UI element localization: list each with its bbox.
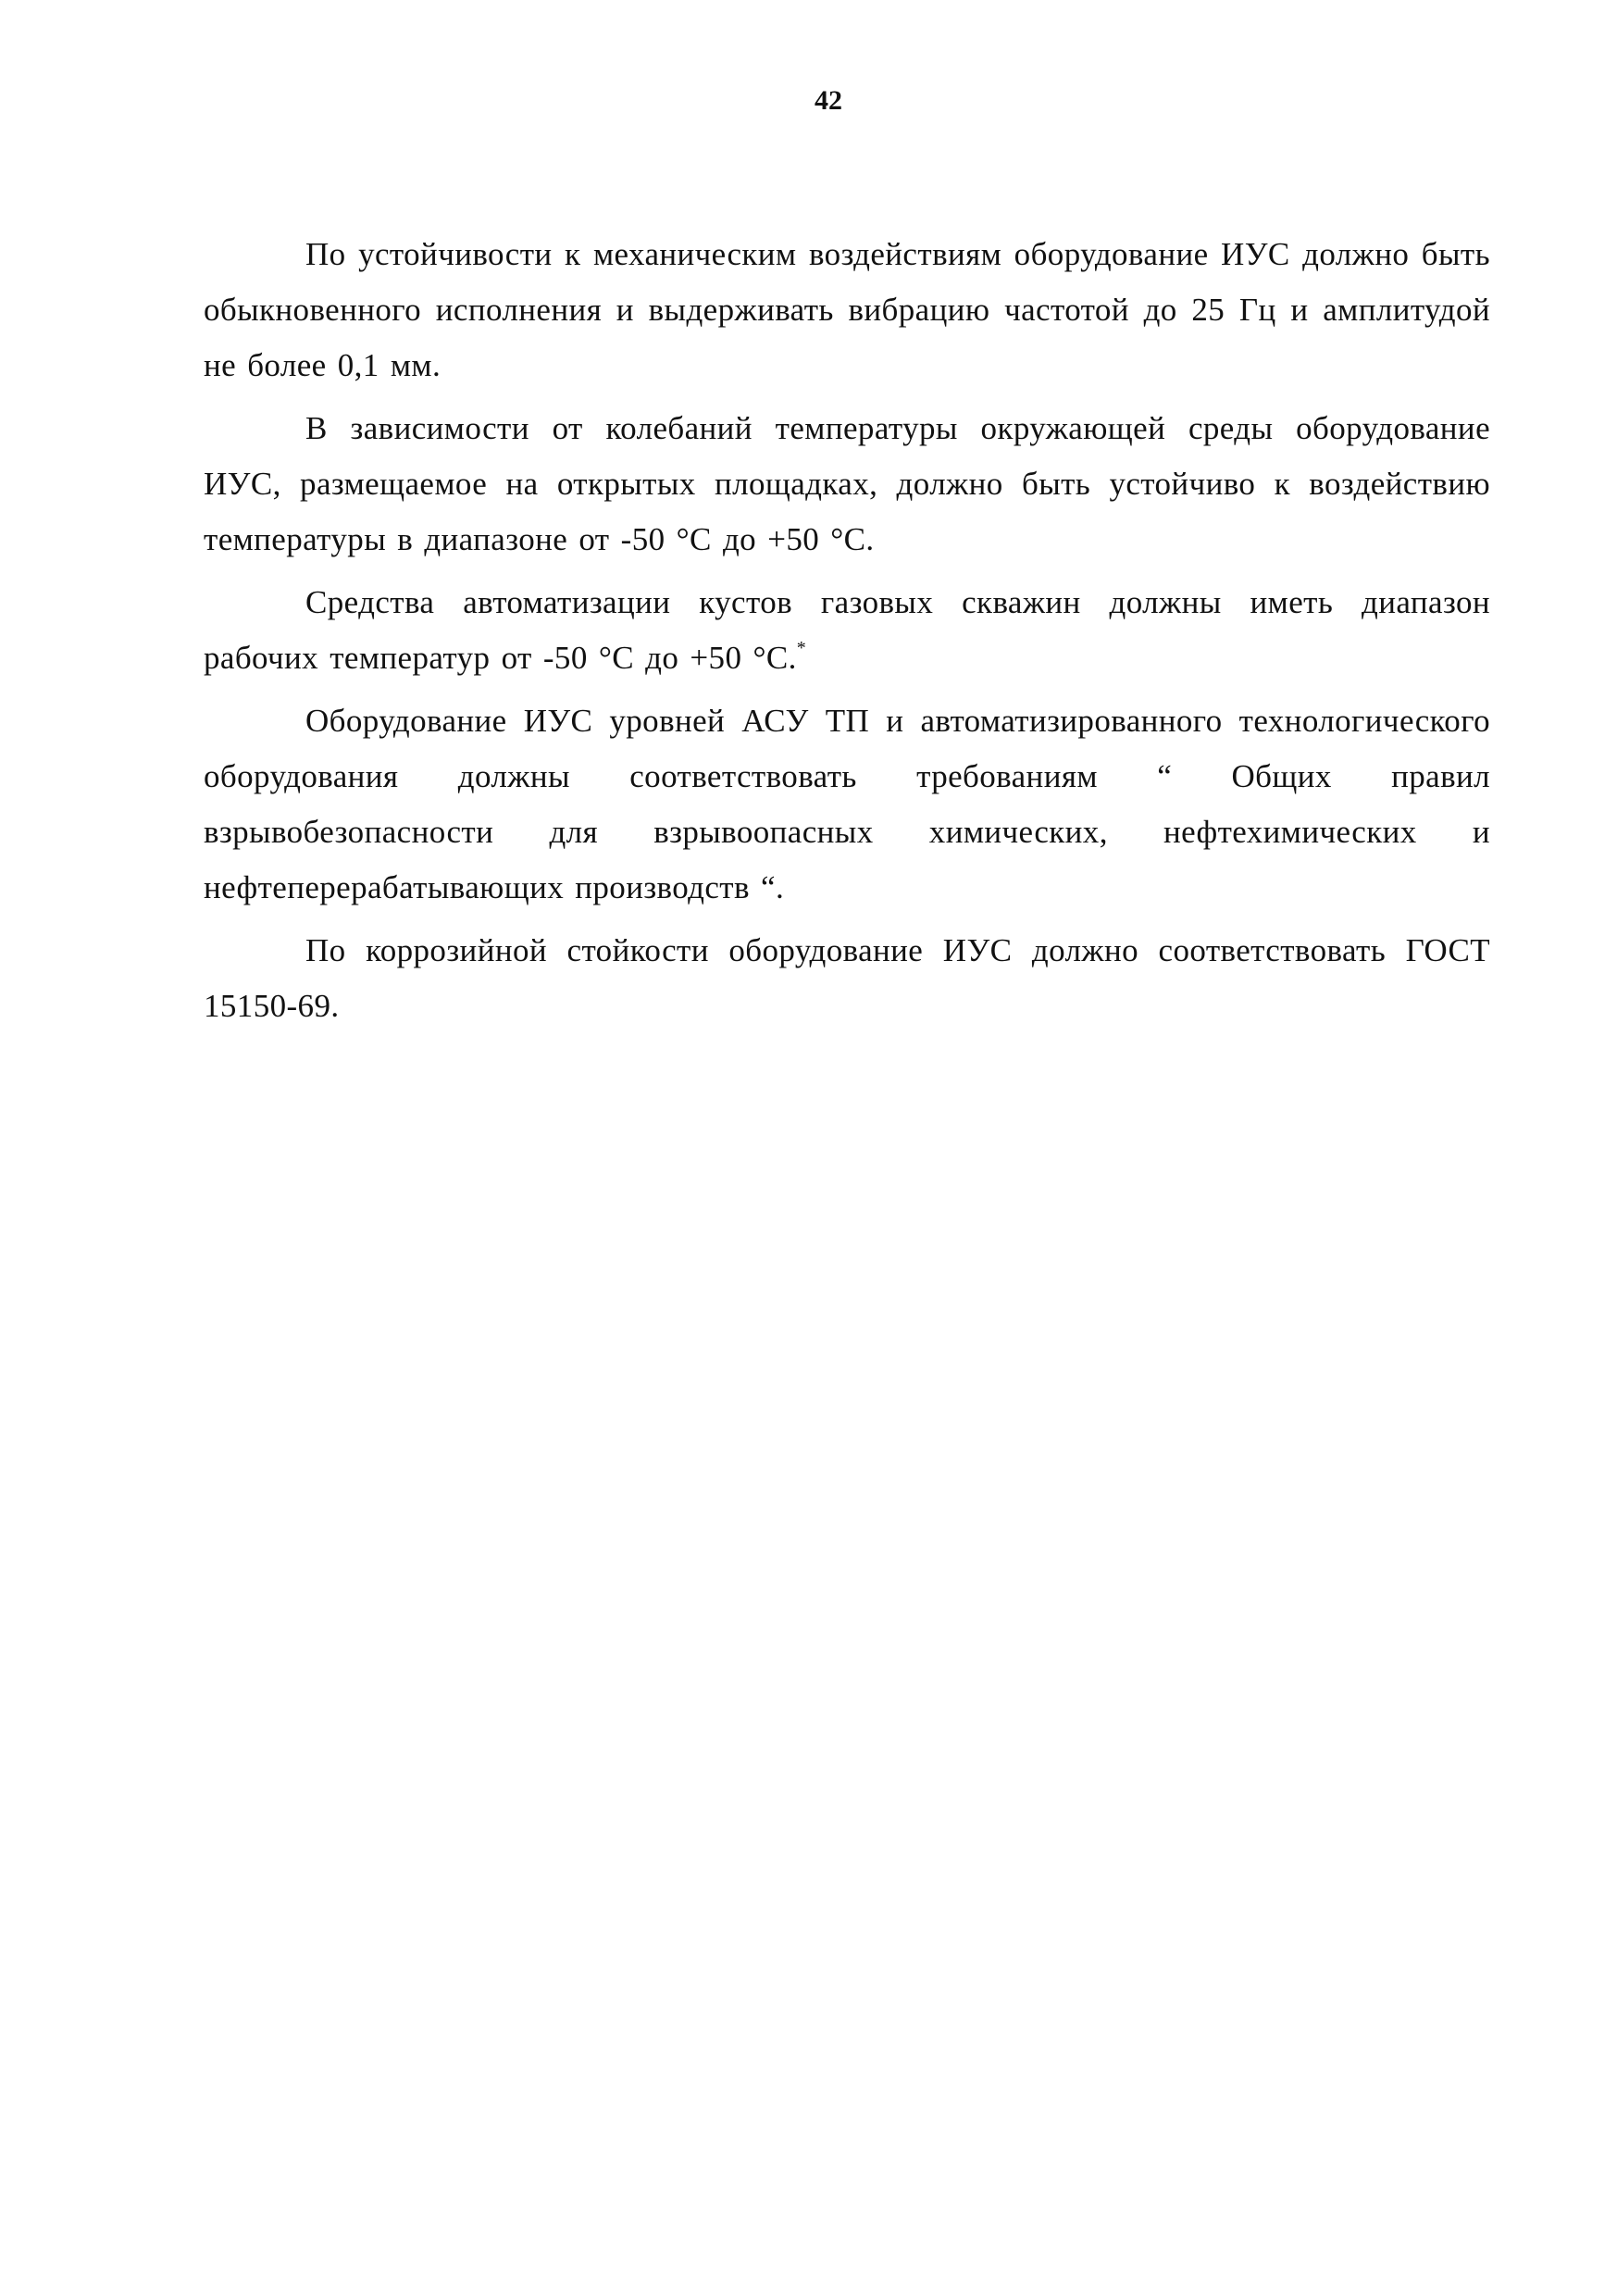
document-body [204, 227, 1490, 1042]
paragraph-corrosion-resistance [204, 923, 1490, 1034]
paragraph-explosion-safety [204, 693, 1490, 916]
paragraph-mechanical-resistance [204, 227, 1490, 393]
paragraph-text: Оборудование ИУС уровней АСУ ТП и автоматизированного технологического оборудования должны соответствовать требованиям “ Общих правил взрывобезопасности для взрывоопасных химических, нефтехимических и нефтеперерабатывающих производств “. [204, 703, 1490, 905]
paragraph-well-automation [204, 575, 1490, 686]
paragraph-temperature-range [204, 401, 1490, 568]
footnote-mark: * [796, 638, 807, 658]
paragraph-text: В зависимости от колебаний температуры окружающей среды оборудование ИУС, размещаемое на открытых площадках, должно быть устойчиво к воздействию температуры в диапазоне от -50 °С до +50 °С. [204, 410, 1490, 557]
paragraph-text: По устойчивости к механическим воздействиям оборудование ИУС должно быть обыкновенного исполнения и выдерживать вибрацию частотой до 25 Гц и амплитудой не более 0,1 мм. [204, 236, 1490, 383]
paragraph-text: Средства автоматизации кустов газовых скважин должны иметь диапазон рабочих температур от -50 °С до +50 °С. [204, 584, 1490, 676]
page-number: 42 [815, 85, 842, 116]
paragraph-text: По коррозийной стойкости оборудование ИУС должно соответствовать ГОСТ 15150-69. [204, 932, 1490, 1024]
